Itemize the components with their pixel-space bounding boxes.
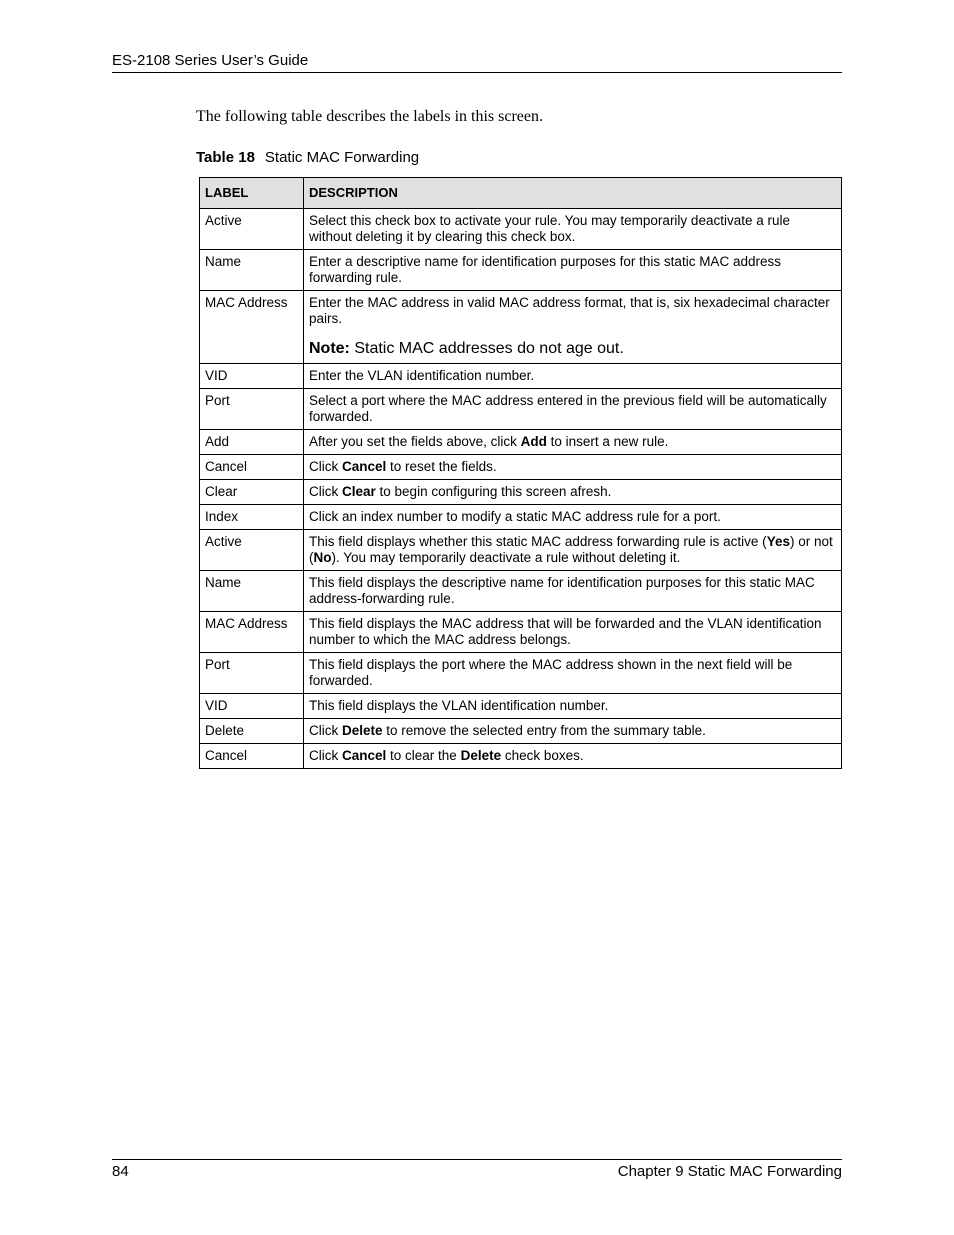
note-text: Static MAC addresses do not age out. xyxy=(349,340,624,357)
table-caption-text: Static MAC Forwarding xyxy=(264,149,420,166)
row-label: Delete xyxy=(200,719,304,744)
row-label: Cancel xyxy=(200,455,304,480)
row-description xyxy=(304,653,842,694)
text-segment: This field displays the descriptive name for identification purposes for this static MAC address-forwarding rule. xyxy=(309,575,815,606)
text-segment: ) or not ( xyxy=(309,534,833,565)
table-caption xyxy=(196,149,419,166)
column-header-label: LABEL xyxy=(200,178,304,209)
row-description xyxy=(304,364,842,389)
row-description xyxy=(304,389,842,430)
table-row xyxy=(200,364,842,389)
row-label: VID xyxy=(200,364,304,389)
bold-term: Yes xyxy=(766,534,790,549)
bold-term: No xyxy=(313,550,332,565)
table-row xyxy=(200,719,842,744)
note-label: Note: xyxy=(309,340,350,357)
text-segment: Click xyxy=(309,459,342,474)
table-row xyxy=(200,455,842,480)
description-text xyxy=(309,295,836,327)
row-label: VID xyxy=(200,694,304,719)
description-text xyxy=(309,723,836,739)
text-segment: Click xyxy=(309,723,342,738)
description-text xyxy=(309,509,836,525)
text-segment: Select a port where the MAC address entered in the previous field will be automatically forwarded. xyxy=(309,393,827,424)
table-caption-label: Table 18 xyxy=(196,149,255,166)
description-text xyxy=(309,748,836,764)
text-segment: This field displays the port where the MAC address shown in the next field will be forwarded. xyxy=(309,657,793,688)
text-segment: After you set the fields above, click xyxy=(309,434,521,449)
text-segment: This field displays the MAC address that will be forwarded and the VLAN identification number to which the MAC address belongs. xyxy=(309,616,822,647)
table-row xyxy=(200,530,842,571)
row-label: Active xyxy=(200,209,304,250)
text-segment: Click an index number to modify a static MAC address rule for a port. xyxy=(309,509,721,524)
row-description xyxy=(304,209,842,250)
row-label: MAC Address xyxy=(200,291,304,364)
row-description xyxy=(304,719,842,744)
description-text xyxy=(309,254,836,286)
description-text xyxy=(309,657,836,689)
text-segment: Enter the MAC address in valid MAC address format, that is, six hexadecimal character pairs. xyxy=(309,295,830,326)
chapter-title: Chapter 9 Static MAC Forwarding xyxy=(617,1163,842,1180)
table-row xyxy=(200,430,842,455)
table-row xyxy=(200,505,842,530)
bold-term: Cancel xyxy=(342,748,387,763)
row-label: Add xyxy=(200,430,304,455)
row-label: Port xyxy=(200,389,304,430)
row-description xyxy=(304,694,842,719)
row-label: Name xyxy=(200,571,304,612)
bold-term: Delete xyxy=(342,723,383,738)
row-description xyxy=(304,250,842,291)
row-description xyxy=(304,291,842,364)
table-row xyxy=(200,612,842,653)
bold-term: Add xyxy=(520,434,547,449)
labels-table xyxy=(199,177,842,769)
bold-term: Cancel xyxy=(342,459,387,474)
running-header: ES-2108 Series User’s Guide xyxy=(112,52,309,69)
text-segment: to clear the xyxy=(386,748,461,763)
row-label: Cancel xyxy=(200,744,304,769)
row-label: Index xyxy=(200,505,304,530)
description-text xyxy=(309,534,836,566)
text-segment: Click xyxy=(309,484,342,499)
text-segment: Select this check box to activate your rule. You may temporarily deactivate a rule without deleting it by clearing this check box. xyxy=(309,213,790,244)
bold-term: Delete xyxy=(460,748,502,763)
footer-divider xyxy=(112,1159,842,1160)
row-label: MAC Address xyxy=(200,612,304,653)
bold-term: Clear xyxy=(342,484,376,499)
intro-paragraph: The following table describes the labels in this screen. xyxy=(196,108,544,125)
row-label: Clear xyxy=(200,480,304,505)
table-row xyxy=(200,653,842,694)
column-header-description: DESCRIPTION xyxy=(304,178,842,209)
row-description xyxy=(304,612,842,653)
row-description xyxy=(304,480,842,505)
row-description xyxy=(304,744,842,769)
row-description xyxy=(304,530,842,571)
table-row xyxy=(200,480,842,505)
description-text xyxy=(309,459,836,475)
note xyxy=(309,339,836,359)
description-text xyxy=(309,484,836,500)
table-row xyxy=(200,291,842,364)
row-label: Active xyxy=(200,530,304,571)
table-header-row xyxy=(200,178,842,209)
text-segment: Enter a descriptive name for identification purposes for this static MAC address forwarding rule. xyxy=(309,254,781,285)
page-number: 84 xyxy=(112,1163,129,1180)
text-segment: to remove the selected entry from the summary table. xyxy=(382,723,706,738)
text-segment: check boxes. xyxy=(501,748,584,763)
text-segment: to begin configuring this screen afresh. xyxy=(375,484,612,499)
row-description xyxy=(304,455,842,480)
row-description xyxy=(304,571,842,612)
row-description xyxy=(304,430,842,455)
table-row xyxy=(200,250,842,291)
row-description xyxy=(304,505,842,530)
text-segment: to reset the fields. xyxy=(386,459,497,474)
description-text xyxy=(309,213,836,245)
description-text xyxy=(309,368,836,384)
text-segment: Enter the VLAN identification number. xyxy=(309,368,535,383)
text-segment: to insert a new rule. xyxy=(546,434,669,449)
text-segment: This field displays the VLAN identification number. xyxy=(309,698,609,713)
description-text xyxy=(309,698,836,714)
description-text xyxy=(309,616,836,648)
text-segment: This field displays whether this static MAC address forwarding rule is active ( xyxy=(309,534,767,549)
text-segment: ). You may temporarily deactivate a rule without deleting it. xyxy=(331,550,681,565)
table-row xyxy=(200,571,842,612)
table-row xyxy=(200,389,842,430)
table-row xyxy=(200,744,842,769)
description-text xyxy=(309,575,836,607)
table-row xyxy=(200,209,842,250)
row-label: Name xyxy=(200,250,304,291)
header-divider xyxy=(112,72,842,73)
table-row xyxy=(200,694,842,719)
text-segment: Click xyxy=(309,748,342,763)
description-text xyxy=(309,393,836,425)
description-text xyxy=(309,434,836,450)
row-label: Port xyxy=(200,653,304,694)
